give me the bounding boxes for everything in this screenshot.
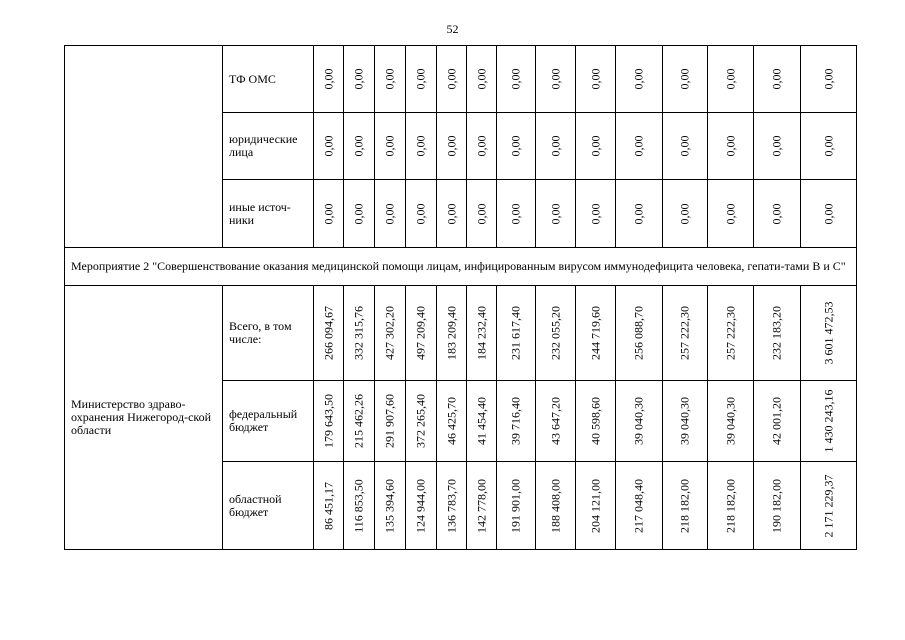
value-text: 232 183,20 — [769, 306, 784, 360]
value-text: 116 853,50 — [351, 478, 366, 533]
value-cell — [314, 180, 344, 248]
value-cell — [801, 113, 857, 180]
value-cell — [344, 381, 375, 462]
value-cell — [406, 286, 437, 381]
value-cell — [616, 286, 663, 381]
value-cell — [497, 462, 536, 550]
value-text: 39 040,30 — [631, 397, 646, 445]
value-text: 0,00 — [351, 68, 366, 90]
value-text: 0,00 — [723, 68, 737, 90]
value-cell — [536, 286, 576, 381]
value-text: 136 783,70 — [444, 478, 458, 533]
source-label: областной бюджет — [223, 462, 314, 550]
value-text: 0,00 — [444, 68, 458, 90]
value-text: 0,00 — [508, 135, 523, 157]
value-text: 0,00 — [382, 203, 397, 224]
value-cell — [754, 381, 801, 462]
value-cell — [314, 286, 344, 381]
value-text: 39 040,30 — [677, 397, 692, 445]
value-cell — [344, 46, 375, 113]
value-text: 0,00 — [444, 203, 458, 224]
value-cell — [663, 113, 708, 180]
source-label: Всего, в том числе: — [223, 286, 314, 381]
value-text: 0,00 — [508, 68, 523, 90]
value-text: 0,00 — [413, 68, 428, 90]
value-text: 0,00 — [321, 68, 335, 90]
value-cell — [497, 180, 536, 248]
value-cell — [576, 381, 616, 462]
value-cell — [406, 113, 437, 180]
value-text: 86 451,17 — [321, 481, 335, 530]
value-text: 142 778,00 — [474, 478, 488, 533]
value-text: 0,00 — [444, 135, 458, 157]
value-cell — [314, 113, 344, 180]
value-text: 40 598,60 — [588, 397, 602, 445]
value-cell — [754, 286, 801, 381]
value-text: 0,00 — [474, 203, 488, 224]
value-text: 0,00 — [821, 135, 835, 157]
value-text: 0,00 — [588, 135, 602, 157]
value-text: 0,00 — [474, 135, 488, 157]
value-cell — [497, 46, 536, 113]
value-cell — [406, 381, 437, 462]
value-cell — [801, 180, 857, 248]
value-cell — [536, 462, 576, 550]
value-text: 42 001,20 — [769, 397, 784, 445]
value-cell — [754, 462, 801, 550]
value-text: 188 408,00 — [548, 478, 562, 533]
value-text: 179 643,50 — [321, 394, 335, 448]
organization-cell-empty — [65, 46, 223, 248]
value-text: 0,00 — [548, 68, 562, 90]
value-cell — [708, 286, 754, 381]
value-text: 256 088,70 — [631, 306, 646, 360]
value-cell — [467, 381, 497, 462]
value-cell — [663, 462, 708, 550]
value-text: 43 647,20 — [548, 397, 562, 445]
value-cell — [344, 286, 375, 381]
value-text: 46 425,70 — [444, 397, 458, 445]
value-text: 0,00 — [821, 68, 835, 90]
measure-title: Мероприятие 2 "Совершенствование оказания медицинской помощи лицам, инфицированным вирусом иммунодефицита человека, гепати-тами В и С" — [65, 248, 857, 286]
value-text: 191 901,00 — [508, 478, 523, 533]
value-text: 39 040,30 — [723, 397, 737, 445]
value-text: 183 209,40 — [444, 306, 458, 360]
financing-table — [64, 45, 857, 550]
value-text: 0,00 — [677, 135, 692, 157]
value-text: 0,00 — [413, 135, 428, 157]
value-cell — [375, 180, 406, 248]
value-cell — [437, 381, 467, 462]
value-cell — [576, 113, 616, 180]
value-text: 0,00 — [631, 203, 646, 224]
value-text: 427 302,20 — [382, 306, 397, 360]
value-text: 0,00 — [548, 203, 562, 224]
value-text: 0,00 — [631, 68, 646, 90]
value-cell — [467, 286, 497, 381]
value-cell — [663, 381, 708, 462]
value-cell — [663, 286, 708, 381]
value-cell — [467, 113, 497, 180]
value-cell — [406, 46, 437, 113]
value-text: 0,00 — [677, 68, 692, 90]
value-cell — [314, 462, 344, 550]
value-text: 217 048,40 — [631, 478, 646, 533]
value-text: 190 182,00 — [769, 478, 784, 533]
value-text: 135 394,60 — [382, 478, 397, 533]
value-text: 291 907,60 — [382, 394, 397, 448]
value-cell — [708, 381, 754, 462]
value-cell — [375, 462, 406, 550]
value-text: 0,00 — [321, 203, 335, 224]
value-text: 218 182,00 — [677, 478, 692, 533]
value-text: 218 182,00 — [723, 478, 737, 533]
page-number: 52 — [446, 22, 459, 36]
value-text: 0,00 — [821, 203, 835, 224]
value-text: 232 055,20 — [548, 306, 562, 360]
value-text: 266 094,67 — [321, 306, 335, 360]
value-cell — [576, 180, 616, 248]
value-cell — [536, 46, 576, 113]
value-cell — [497, 286, 536, 381]
value-cell — [497, 113, 536, 180]
value-text: 0,00 — [769, 135, 784, 157]
value-cell — [576, 462, 616, 550]
value-cell — [708, 113, 754, 180]
value-cell — [375, 381, 406, 462]
value-cell — [437, 113, 467, 180]
value-cell — [467, 462, 497, 550]
value-cell — [437, 462, 467, 550]
value-cell — [344, 462, 375, 550]
value-cell — [467, 46, 497, 113]
value-cell — [708, 46, 754, 113]
value-cell — [344, 180, 375, 248]
source-label: федеральный бюджет — [223, 381, 314, 462]
value-text: 0,00 — [382, 68, 397, 90]
value-cell — [437, 286, 467, 381]
value-text: 0,00 — [723, 135, 737, 157]
value-text: 0,00 — [677, 203, 692, 224]
value-text: 0,00 — [413, 203, 428, 224]
value-cell — [576, 286, 616, 381]
value-text: 0,00 — [351, 203, 366, 224]
value-cell — [708, 462, 754, 550]
value-cell — [616, 113, 663, 180]
value-cell — [536, 113, 576, 180]
value-text: 497 209,40 — [413, 306, 428, 360]
value-cell — [801, 286, 857, 381]
value-cell — [708, 180, 754, 248]
value-text: 0,00 — [321, 135, 335, 157]
value-cell — [663, 180, 708, 248]
value-text: 244 719,60 — [588, 306, 602, 360]
value-cell — [754, 180, 801, 248]
source-label: ТФ ОМС — [223, 46, 314, 113]
value-cell — [616, 462, 663, 550]
value-text: 204 121,00 — [588, 478, 602, 533]
value-cell — [616, 46, 663, 113]
value-cell — [467, 180, 497, 248]
value-cell — [437, 46, 467, 113]
value-text: 215 462,26 — [351, 394, 366, 448]
table-row — [65, 286, 857, 381]
value-text: 332 315,76 — [351, 306, 366, 360]
value-text: 41 454,40 — [474, 397, 488, 445]
value-text: 39 716,40 — [508, 397, 523, 445]
value-cell — [314, 381, 344, 462]
value-cell — [801, 462, 857, 550]
value-text: 124 944,00 — [413, 478, 428, 533]
value-text: 0,00 — [508, 203, 523, 224]
value-cell — [754, 113, 801, 180]
organization-cell: Министерство здраво-охранения Нижегород-ской области — [65, 286, 223, 550]
value-text: 0,00 — [769, 68, 784, 90]
value-text: 2 171 229,37 — [821, 474, 835, 537]
value-text: 1 430 243,16 — [821, 389, 835, 453]
source-label: иные источ-ники — [223, 180, 314, 248]
value-text: 0,00 — [382, 135, 397, 157]
value-text: 0,00 — [769, 203, 784, 224]
value-cell — [375, 113, 406, 180]
value-text: 257 222,30 — [677, 306, 692, 360]
value-cell — [406, 180, 437, 248]
value-cell — [801, 46, 857, 113]
value-text: 0,00 — [548, 135, 562, 157]
value-cell — [801, 381, 857, 462]
value-text: 257 222,30 — [723, 306, 737, 360]
table-row — [65, 46, 857, 113]
value-text: 0,00 — [723, 203, 737, 224]
source-label: юридические лица — [223, 113, 314, 180]
value-text: 0,00 — [588, 68, 602, 90]
value-cell — [536, 180, 576, 248]
value-cell — [616, 381, 663, 462]
value-text: 231 617,40 — [508, 306, 523, 360]
value-cell — [754, 46, 801, 113]
value-cell — [375, 46, 406, 113]
value-text: 0,00 — [588, 203, 602, 224]
value-cell — [576, 46, 616, 113]
value-text: 0,00 — [631, 135, 646, 157]
value-cell — [663, 46, 708, 113]
value-cell — [536, 381, 576, 462]
value-text: 0,00 — [351, 135, 366, 157]
value-text: 184 232,40 — [474, 306, 488, 360]
value-cell — [344, 113, 375, 180]
value-cell — [437, 180, 467, 248]
value-text: 0,00 — [474, 68, 488, 90]
value-text: 372 265,40 — [413, 394, 428, 448]
value-cell — [406, 462, 437, 550]
value-cell — [314, 46, 344, 113]
value-cell — [497, 381, 536, 462]
value-cell — [375, 286, 406, 381]
value-text: 3 601 472,53 — [821, 301, 835, 365]
value-cell — [616, 180, 663, 248]
